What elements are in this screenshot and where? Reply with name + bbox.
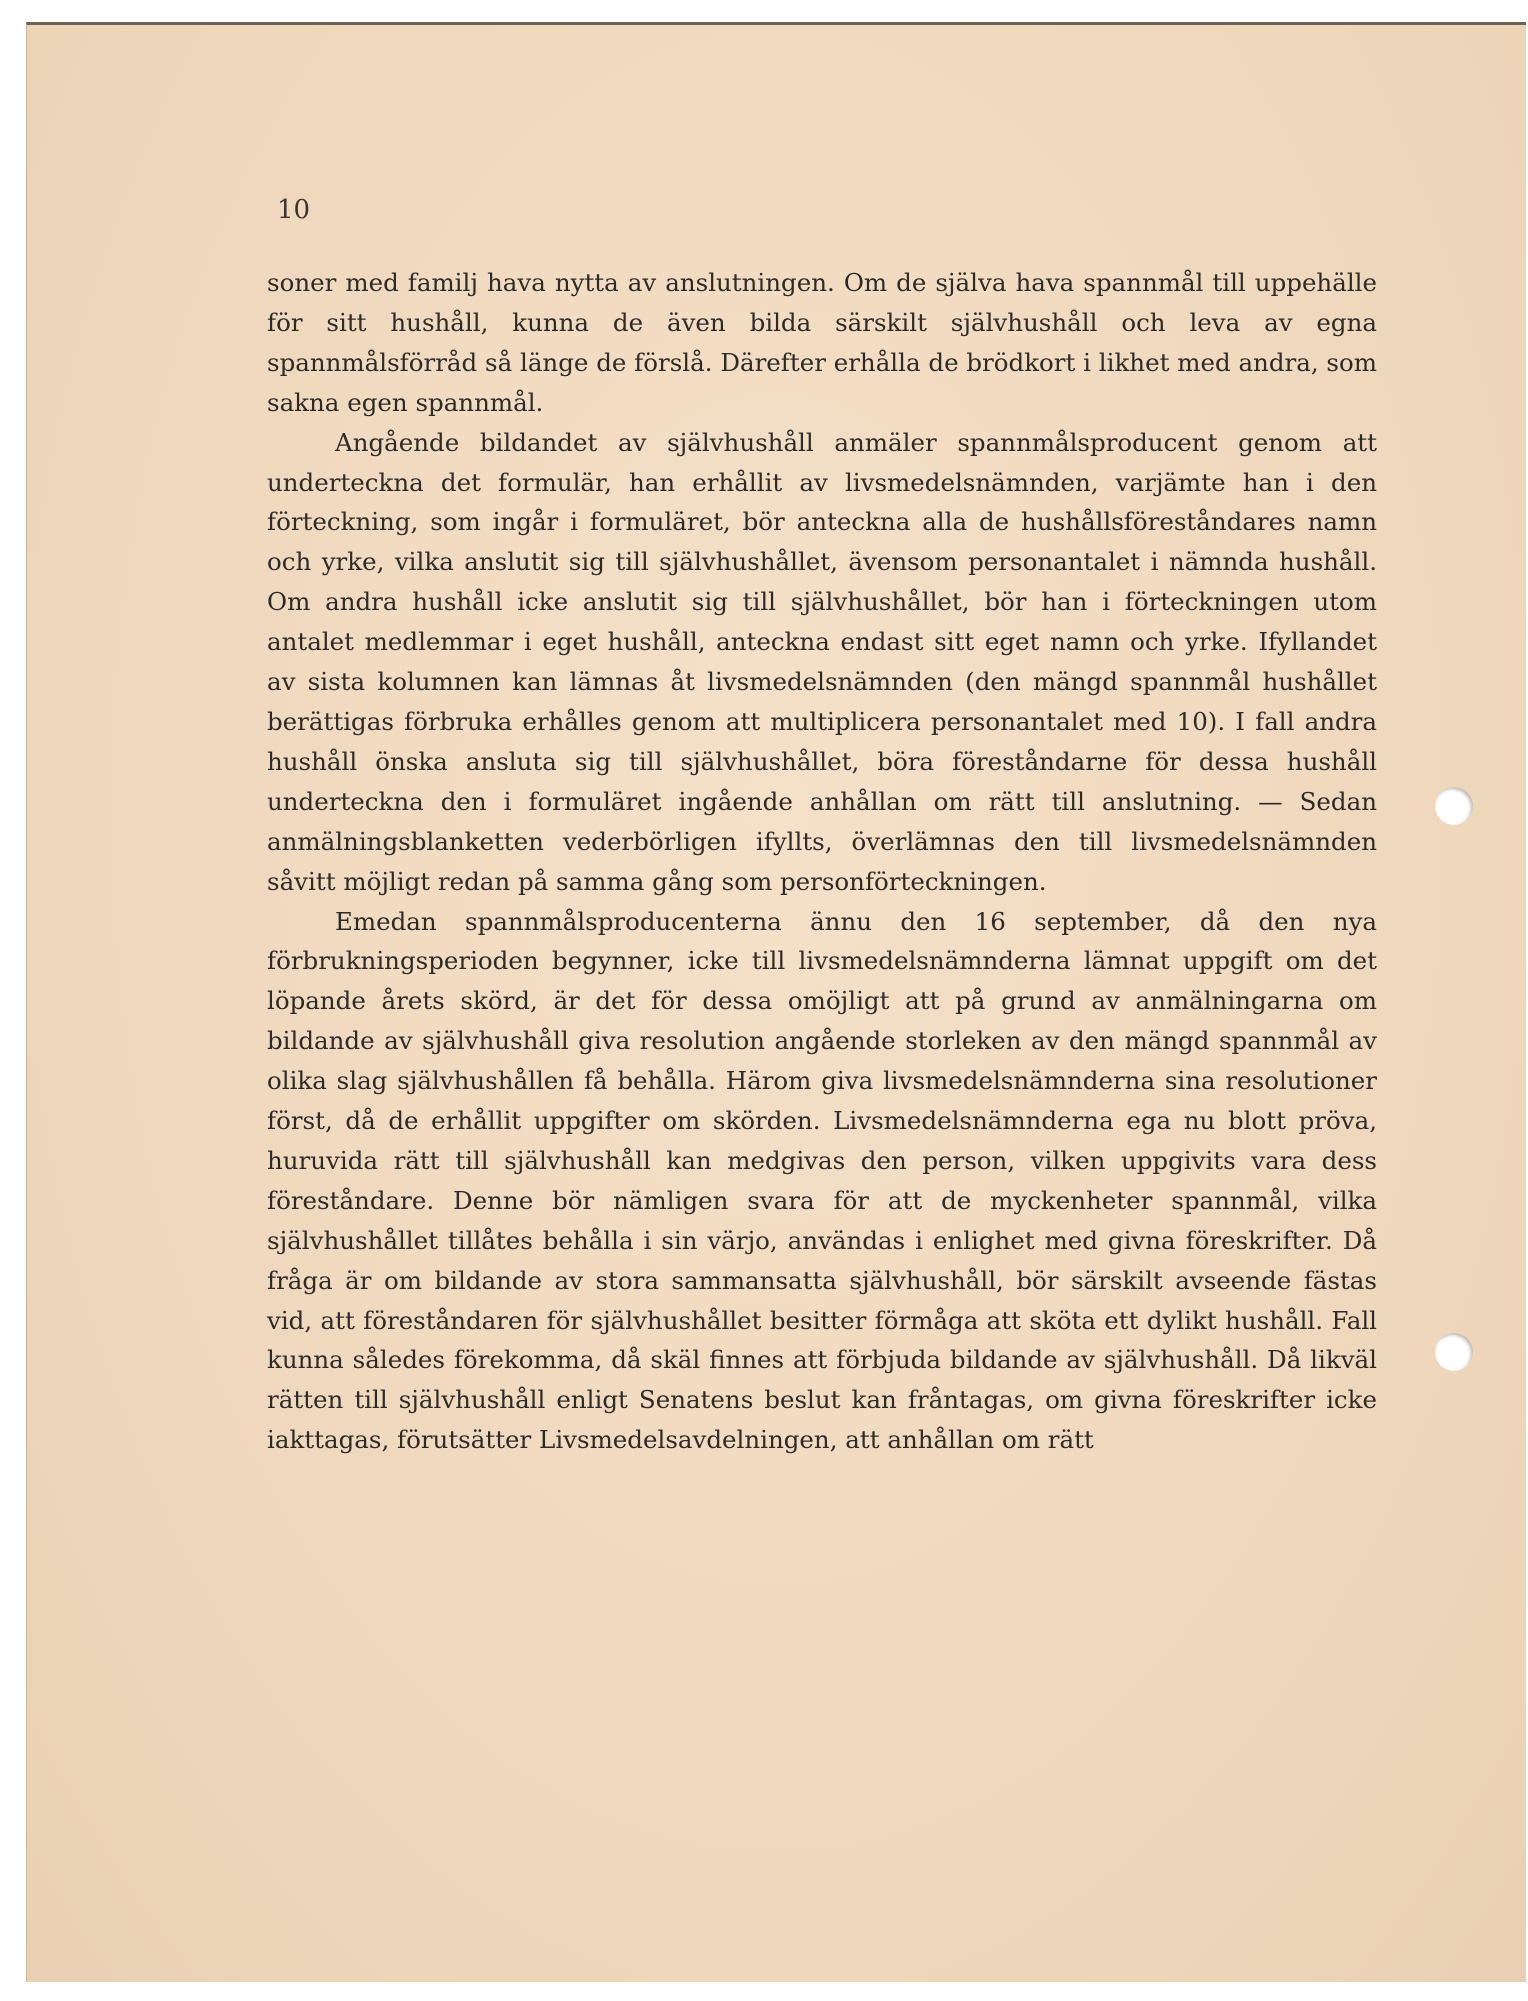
paragraph-3: Emedan spannmålsproducenterna ännu den 16 september, då den nya förbrukningsperioden begynner, icke till livsmedelsnämnderna lämnat uppgift om det löpande årets skörd, är det för dessa omöjligt att på grund av anmälningarna om bildande av självhushåll giva resolution angående storleken av den mängd spannmål av olika slag självhushållen få behålla. Härom giva livsmedelsnämnderna sina resolutioner först, då de erhållit uppgifter om skörden. Livsmedelsnämnderna ega nu blott pröva, huruvida rätt till självhushåll kan medgivas den person, vilken uppgivits vara dess föreståndare. Denne bör nämligen svara för att de myckenheter spannmål, vilka självhushållet tillåtes behålla i sin värjo, användas i enlighet med givna föreskrifter. Då fråga är om bildande av stora sammansatta självhushåll, bör särskilt avseende fästas vid, att föreståndaren för självhushållet besitter förmåga att sköta ett dylikt hushåll. Fall kunna således förekomma, då skäl finnes att förbjuda bildande av självhushåll. Då likväl rätten till självhushåll enligt Senatens beslut kan fråntagas, om givna föreskrifter icke iakttagas, förutsätter Livsmedelsavdelningen, att anhållan om rätt [267, 906, 1377, 1455]
page-number: 10 [277, 195, 311, 225]
punch-hole-icon [1435, 787, 1473, 825]
document-page [26, 22, 1526, 1982]
paragraph-1: soner med familj hava nytta av anslutningen. Om de själva hava spannmål till uppehälle för sitt hushåll, kunna de även bilda särskilt självhushåll och leva av egna spannmålsförråd så länge de förslå. Därefter erhålla de brödkort i likhet med andra, som sakna egen spannmål. [267, 268, 1377, 417]
paragraph-2: Angående bildandet av självhushåll anmäler spannmålsproducent genom att underteckna det formulär, han erhållit av livsmedelsnämnden, varjämte han i den förteckning, som ingår i formuläret, bör anteckna alla de hushållsföreståndares namn och yrke, vilka anslutit sig till självhushållet, ävensom personantalet i nämnda hushåll. Om andra hushåll icke anslutit sig till självhushållet, bör han i förteckningen utom antalet medlemmar i eget hushåll, anteckna endast sitt eget namn och yrke. Ifyllandet av sista kolumnen kan lämnas åt livsmedelsnämnden (den mängd spannmål hushållet berättigas förbruka erhålles genom att multiplicera personantalet med 10). I fall andra hushåll önska ansluta sig till självhushållet, böra föreståndarne för dessa hushåll underteckna den i formuläret ingående anhållan om rätt till anslutning. — Sedan anmälningsblanketten vederbörligen ifyllts, överlämnas den till livsmedelsnämnden såvitt möjligt redan på samma gång som personförteckningen. [267, 427, 1377, 896]
body-text [267, 263, 1377, 1460]
punch-hole-icon [1435, 1333, 1473, 1371]
